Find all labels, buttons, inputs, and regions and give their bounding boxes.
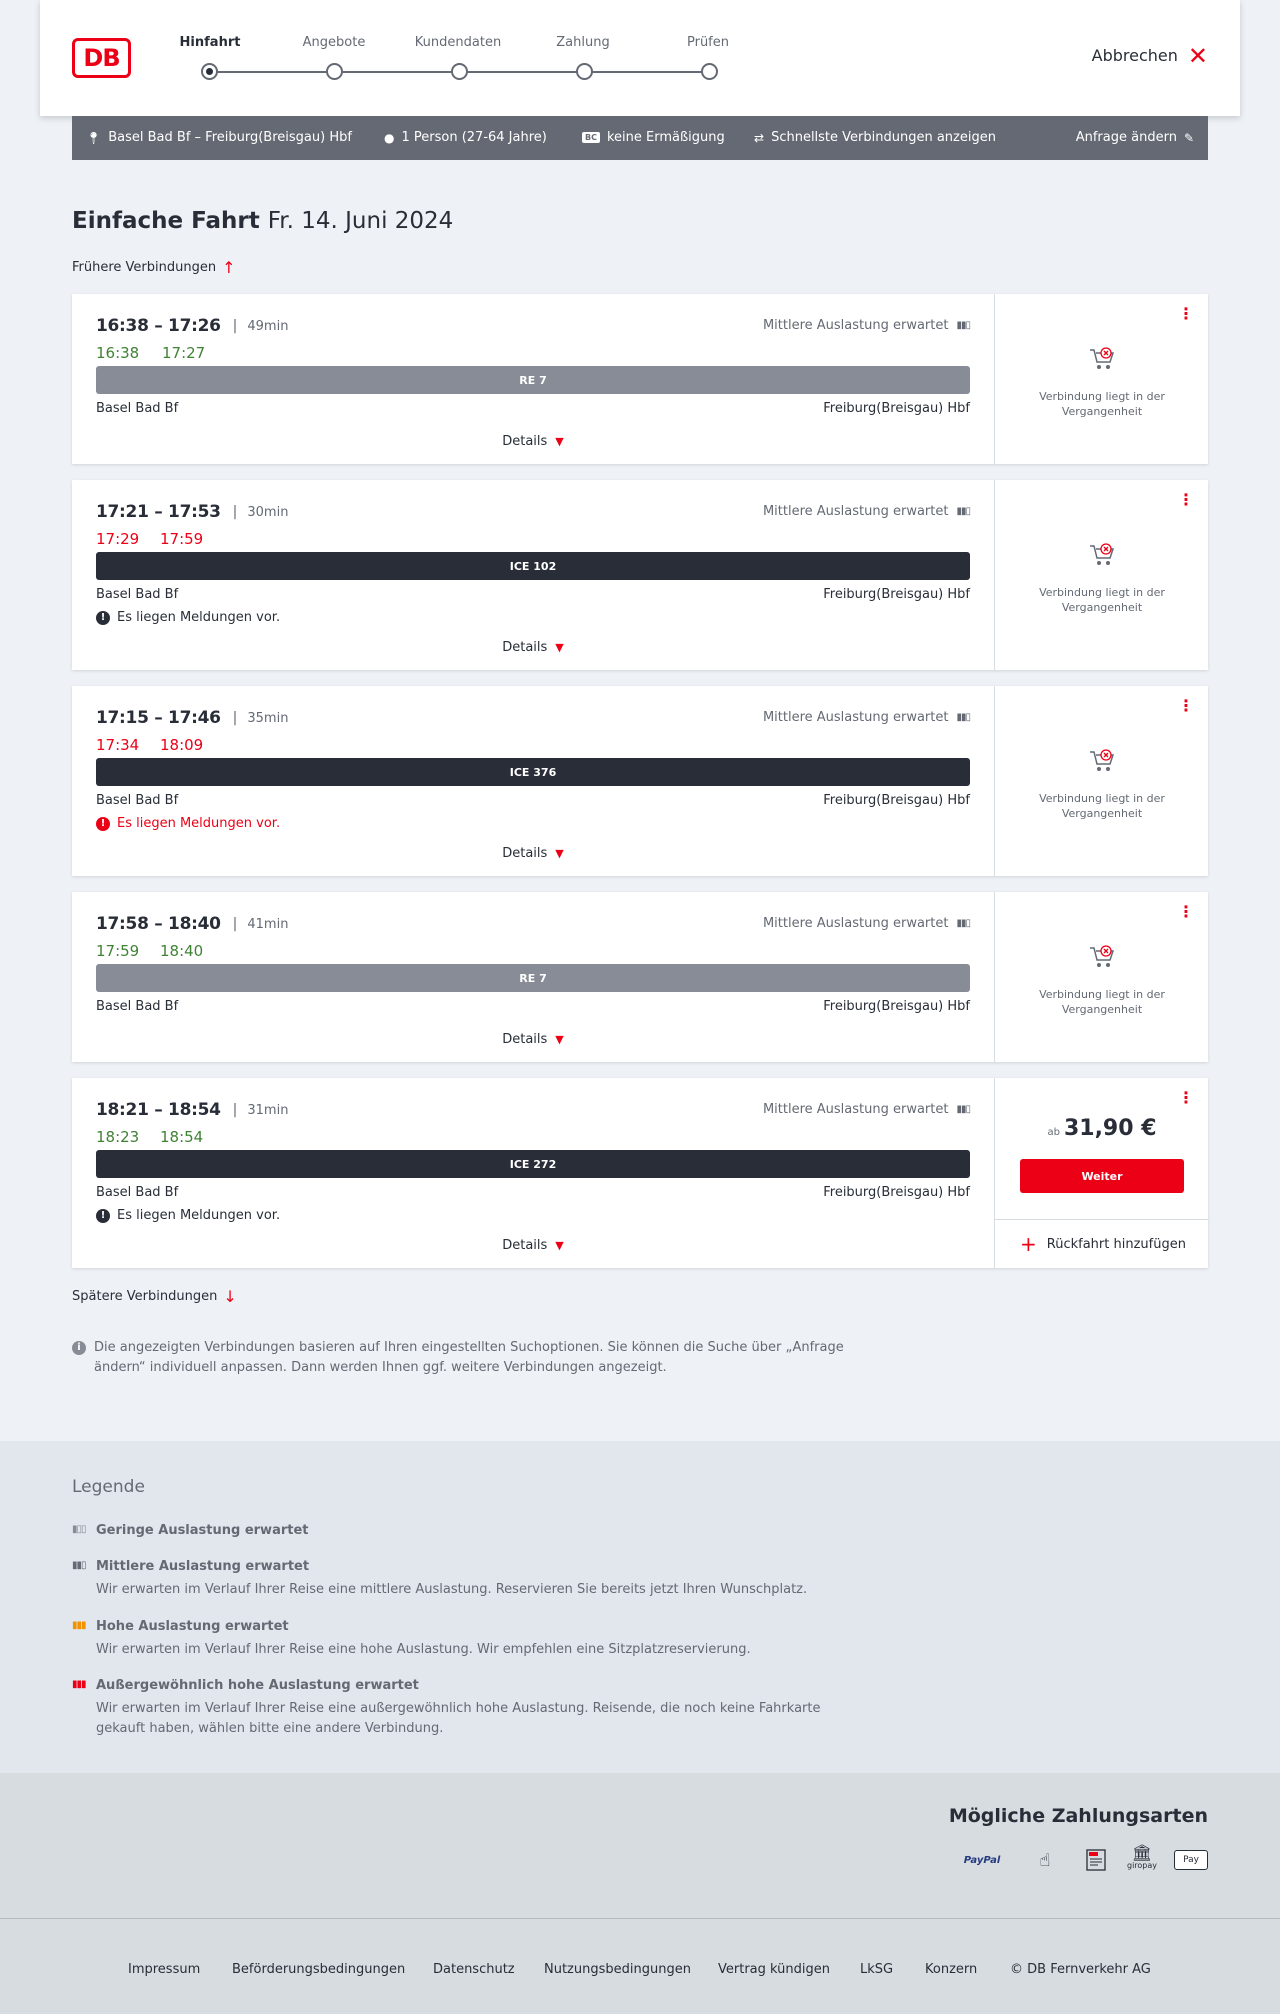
price (995, 1116, 1209, 1141)
departure-station: Basel Bad Bf (96, 793, 179, 808)
arrival-station: Freiburg(Breisgau) Hbf (823, 1185, 970, 1200)
step-dot-zahlung (576, 63, 593, 80)
legend-item-desc: Wir erwarten im Verlauf Ihrer Reise eine außergewöhnlich hohe Auslastung. Reisende, die noch keine Fahrkarte gekauft haben, wählen bitte eine andere Verbindung. (96, 1701, 821, 1736)
step-dot-kundendaten (451, 63, 468, 80)
footer-copyright: © DB Fernverkehr AG (1010, 1962, 1151, 1977)
footer-link-konzern[interactable]: Konzern (925, 1962, 978, 1977)
notice-message[interactable] (96, 610, 280, 625)
offer-panel (994, 686, 1208, 876)
change-query-button[interactable] (1076, 130, 1194, 145)
realtime-arrival: 18:09 (160, 736, 204, 754)
alert-icon: ! (96, 817, 110, 831)
time-range: 17:21 – 17:53 (96, 502, 221, 522)
cart-unavailable-icon (1088, 748, 1116, 774)
occupancy-info[interactable] (763, 710, 970, 725)
duration: 49min (247, 318, 289, 334)
footer-link-befoerderungsbedingungen[interactable]: Beförderungsbedingungen (232, 1962, 406, 1977)
occupancy-text: Mittlere Auslastung erwartet (762, 916, 949, 931)
divider: | (232, 318, 238, 334)
query-summary-bar (72, 116, 1208, 160)
more-options-icon[interactable]: ⋮ (1178, 902, 1194, 921)
add-return-trip-button[interactable] (995, 1219, 1209, 1268)
arrival-station: Freiburg(Breisgau) Hbf (823, 793, 970, 808)
cart-unavailable-icon (1088, 944, 1116, 970)
details-toggle[interactable] (72, 1032, 994, 1047)
close-icon: ✕ (1187, 41, 1208, 70)
duration: 31min (247, 1102, 289, 1118)
offer-panel (994, 480, 1208, 670)
route-summary (86, 130, 352, 145)
divider: | (232, 1102, 238, 1118)
divider: | (232, 504, 238, 520)
train-bar[interactable]: RE 7 (96, 964, 970, 992)
footer (0, 1918, 1280, 2014)
duration: 30min (247, 504, 289, 520)
details-label: Details (502, 640, 548, 655)
bahncard-icon: BC (582, 132, 600, 143)
occupancy-info[interactable] (763, 1102, 970, 1117)
connection-card[interactable] (72, 892, 1208, 1062)
payment-methods-title: Mögliche Zahlungsarten (948, 1805, 1208, 1827)
past-connection-text: Verbindung liegt in der Vergangenheit (1039, 792, 1165, 820)
legend-section (0, 1441, 1280, 1773)
occupancy-medium-icon: ▮▮▯ (956, 506, 970, 517)
legend-item-low (72, 1523, 872, 1538)
train-bar[interactable]: ICE 376 (96, 758, 970, 786)
notice-message[interactable] (96, 816, 280, 831)
duration: 41min (247, 916, 289, 932)
occupancy-text: Mittlere Auslastung erwartet (762, 710, 949, 725)
notice-message[interactable] (96, 1208, 280, 1223)
connection-card[interactable] (72, 686, 1208, 876)
legend-item-desc: Wir erwarten im Verlauf Ihrer Reise eine hohe Auslastung. Wir empfehlen eine Sitzplatzreservierung. (96, 1642, 751, 1657)
paypal-label: PayPal (963, 1854, 1001, 1866)
plus-icon: + (1020, 1232, 1037, 1256)
legend-item-medium (72, 1559, 872, 1600)
passenger-summary (384, 130, 547, 145)
earlier-label: Frühere Verbindungen (72, 260, 217, 275)
person-icon: ● (384, 130, 395, 145)
realtime-departure: 16:38 (96, 344, 140, 362)
trip-type: Einfache Fahrt (72, 208, 260, 234)
occupancy-medium-icon: ▮▮▯ (72, 1560, 86, 1571)
occupancy-medium-icon: ▮▮▯ (956, 320, 970, 331)
departure-station: Basel Bad Bf (96, 1185, 179, 1200)
paypal-icon (952, 1845, 1012, 1875)
later-connections-link[interactable] (72, 1287, 237, 1306)
planned-times (96, 502, 288, 522)
details-label: Details (502, 434, 548, 449)
payment-methods-section (0, 1773, 1280, 1918)
page-title (72, 208, 453, 234)
details-toggle[interactable] (72, 1238, 994, 1253)
duration: 35min (247, 710, 289, 726)
past-connection-text: Verbindung liegt in der Vergangenheit (1039, 988, 1165, 1016)
more-options-icon[interactable]: ⋮ (1178, 1088, 1194, 1107)
connection-card[interactable] (72, 1078, 1208, 1268)
realtime-departure: 17:34 (96, 736, 140, 754)
more-options-icon[interactable]: ⋮ (1178, 490, 1194, 509)
swap-arrows-icon: ⇄ (754, 130, 765, 145)
time-range: 18:21 – 18:54 (96, 1100, 221, 1120)
more-options-icon[interactable]: ⋮ (1178, 696, 1194, 715)
alert-icon: ! (96, 1209, 110, 1223)
occupancy-text: Mittlere Auslastung erwartet (762, 1102, 949, 1117)
arrow-down-icon: ↓ (223, 1287, 237, 1306)
step-label-hinfahrt: Hinfahrt (179, 35, 241, 50)
occupancy-medium-icon: ▮▮▯ (956, 712, 970, 723)
chevron-down-icon: ▼ (555, 1239, 564, 1252)
realtime-departure: 17:29 (96, 530, 140, 548)
chevron-down-icon: ▼ (555, 1033, 564, 1046)
connection-info (72, 1078, 994, 1268)
realtime-arrival: 18:54 (160, 1128, 204, 1146)
chevron-down-icon: ▼ (555, 435, 564, 448)
occupancy-very-high-icon: ▮▮▮ (72, 1679, 86, 1690)
legend-item-desc: Wir erwarten im Verlauf Ihrer Reise eine mittlere Auslastung. Reservieren Sie bereits jetzt Ihren Wunschplatz. (96, 1582, 808, 1597)
chevron-down-icon: ▼ (555, 847, 564, 860)
giropay-label: giropay (1126, 1860, 1158, 1870)
footer-link-lksg[interactable]: LkSG (860, 1962, 894, 1977)
planned-times (96, 1100, 288, 1120)
step-dot-angebote (326, 63, 343, 80)
notice-text: Es liegen Meldungen vor. (117, 1208, 281, 1223)
info-text: Die angezeigten Verbindungen basieren auf Ihren eingestellten Suchoptionen. Sie können die Suche über „Anfrage ändern“ individuell anpassen. Dann werden Ihnen ggf. weitere Verbindungen angezeigt. (94, 1340, 844, 1375)
realtime-departure: 17:59 (96, 942, 140, 960)
travel-date: Fr. 14. Juni 2024 (267, 208, 454, 234)
details-label: Details (502, 846, 548, 861)
details-toggle[interactable] (72, 640, 994, 655)
offer-panel (994, 892, 1208, 1062)
planned-times (96, 708, 288, 728)
cancel-button[interactable] (1091, 41, 1208, 70)
connection-card[interactable] (72, 480, 1208, 670)
occupancy-info[interactable] (763, 318, 970, 333)
search-info-note (72, 1338, 852, 1378)
departure-station: Basel Bad Bf (96, 401, 179, 416)
connection-info (72, 892, 994, 1062)
discount-text: keine Ermäßigung (606, 130, 725, 145)
alert-icon: ! (96, 611, 110, 625)
fastest-connections-toggle[interactable] (754, 130, 996, 145)
step-label-pruefen: Prüfen (686, 35, 729, 50)
occupancy-text: Mittlere Auslastung erwartet (762, 318, 949, 333)
arrival-station: Freiburg(Breisgau) Hbf (823, 587, 970, 602)
occupancy-medium-icon: ▮▮▯ (956, 918, 970, 929)
bank-icon: 🏛︎ (1131, 1842, 1153, 1862)
legend-item-title: Außergewöhnlich hohe Auslastung erwartet (96, 1678, 419, 1693)
legend-item-very-high (72, 1678, 872, 1739)
cart-unavailable-icon (1088, 346, 1116, 372)
details-label: Details (502, 1238, 548, 1253)
divider: | (232, 710, 238, 726)
train-bar[interactable]: ICE 102 (96, 552, 970, 580)
connection-card[interactable] (72, 294, 1208, 464)
earlier-connections-link[interactable] (72, 258, 236, 277)
time-range: 16:38 – 17:26 (96, 316, 221, 336)
footer-link-nutzungsbedingungen[interactable]: Nutzungsbedingungen (544, 1962, 691, 1977)
train-bar[interactable]: RE 7 (96, 366, 970, 394)
realtime-arrival: 17:27 (162, 344, 206, 362)
legend-item-title: Hohe Auslastung erwartet (96, 1619, 289, 1634)
later-label: Spätere Verbindungen (72, 1289, 218, 1304)
offer-panel (994, 294, 1208, 464)
planned-times (96, 914, 288, 934)
passenger-text: 1 Person (27-64 Jahre) (401, 130, 547, 145)
footer-link-datenschutz[interactable]: Datenschutz (433, 1962, 515, 1977)
credit-card-hand-icon: ☝ (1039, 1849, 1051, 1871)
discount-summary (582, 130, 725, 145)
details-toggle[interactable] (72, 434, 994, 449)
step-dot-pruefen (701, 63, 718, 80)
past-connection-text: Verbindung liegt in der Vergangenheit (1039, 586, 1165, 614)
price-prefix: ab (1047, 1127, 1060, 1138)
db-logo[interactable]: DB (72, 38, 131, 78)
footer-link-impressum[interactable]: Impressum (128, 1962, 201, 1977)
notice-text: Es liegen Meldungen vor. (117, 816, 281, 831)
departure-station: Basel Bad Bf (96, 587, 179, 602)
occupancy-high-icon: ▮▮▮ (72, 1620, 86, 1631)
info-icon: i (72, 1341, 86, 1355)
add-return-label: Rückfahrt hinzufügen (1046, 1236, 1186, 1252)
legend-item-title: Mittlere Auslastung erwartet (96, 1559, 310, 1574)
fastest-text: Schnellste Verbindungen anzeigen (771, 130, 996, 145)
step-label-angebote: Angebote (302, 35, 366, 50)
change-query-label: Anfrage ändern (1075, 130, 1177, 145)
cart-unavailable-icon (1088, 542, 1116, 568)
pencil-icon: ✎ (1183, 130, 1194, 145)
route-text: Basel Bad Bf – Freiburg(Breisgau) Hbf (108, 130, 352, 145)
header (40, 0, 1240, 116)
more-options-icon[interactable]: ⋮ (1178, 304, 1194, 323)
connection-info (72, 480, 994, 670)
arrival-station: Freiburg(Breisgau) Hbf (823, 401, 970, 416)
apple-pay-label: Pay (1183, 1855, 1199, 1865)
footer-link-vertrag-kuendigen[interactable]: Vertrag kündigen (718, 1962, 830, 1977)
step-dot-hinfahrt (201, 63, 218, 80)
time-range: 17:58 – 18:40 (96, 914, 221, 934)
departure-station: Basel Bad Bf (96, 999, 179, 1014)
occupancy-info[interactable] (763, 504, 970, 519)
occupancy-low-icon: ▮▯▯ (72, 1524, 86, 1535)
cancel-label: Abbrechen (1091, 46, 1178, 65)
realtime-arrival: 17:59 (160, 530, 204, 548)
arrival-station: Freiburg(Breisgau) Hbf (823, 999, 970, 1014)
giropay-icon (1122, 1839, 1162, 1875)
connection-info (72, 686, 994, 876)
realtime-arrival: 18:40 (160, 942, 204, 960)
arrow-up-icon: ↑ (222, 258, 236, 277)
occupancy-text: Mittlere Auslastung erwartet (762, 504, 949, 519)
price-value: 31,90 € (1063, 1116, 1157, 1141)
chevron-down-icon: ▼ (555, 641, 564, 654)
occupancy-medium-icon: ▮▮▯ (956, 1104, 970, 1115)
legend-item-title: Geringe Auslastung erwartet (96, 1523, 309, 1538)
legend-title: Legende (72, 1477, 145, 1497)
legend-item-high (72, 1619, 872, 1660)
details-label: Details (502, 1032, 548, 1047)
location-pin-icon: 📍︎ (86, 130, 102, 145)
divider: | (232, 916, 238, 932)
step-label-zahlung: Zahlung (556, 35, 610, 50)
notice-text: Es liegen Meldungen vor. (117, 610, 281, 625)
realtime-departure: 18:23 (96, 1128, 140, 1146)
continue-button[interactable]: Weiter (1020, 1159, 1184, 1193)
details-toggle[interactable] (72, 846, 994, 861)
train-bar[interactable]: ICE 272 (96, 1150, 970, 1178)
apple-pay-icon (1174, 1850, 1208, 1870)
offer-panel (994, 1078, 1208, 1268)
occupancy-info[interactable] (763, 916, 970, 931)
time-range: 17:15 – 17:46 (96, 708, 221, 728)
step-label-kundendaten: Kundendaten (414, 35, 502, 50)
planned-times (96, 316, 288, 336)
sepa-invoice-icon (1082, 1845, 1110, 1875)
connection-info (72, 294, 994, 464)
past-connection-text: Verbindung liegt in der Vergangenheit (1039, 390, 1165, 418)
